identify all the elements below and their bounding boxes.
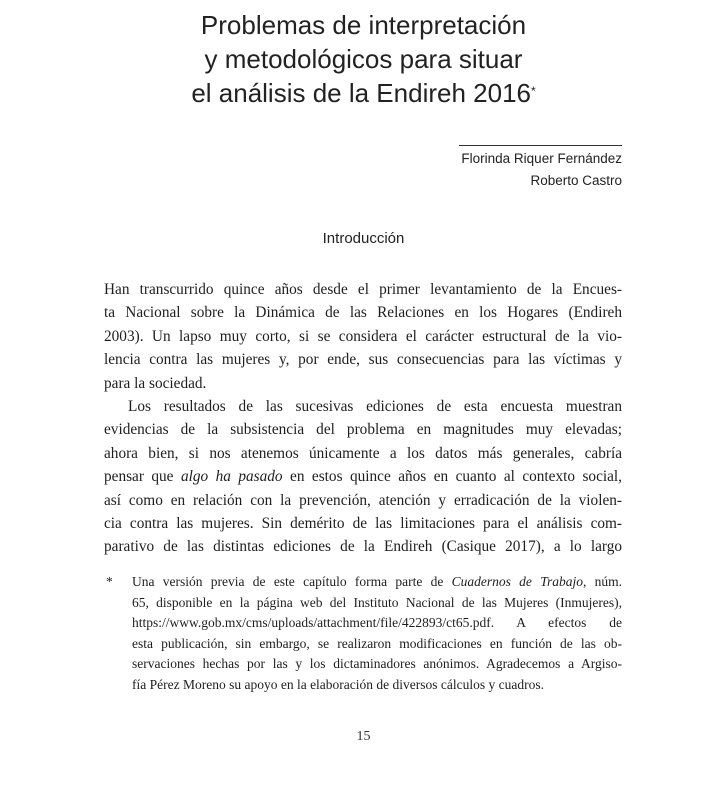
author-list — [400, 148, 622, 192]
text-run: pensar que — [104, 468, 181, 486]
paragraph-line: 2003). Un lapso muy corto, si se considera el carácter estructural de la vio- — [104, 327, 622, 345]
paragraph-line: cia contra las mujeres. Sin demérito de las limitaciones para el análisis com- — [104, 515, 622, 533]
paragraph-line: para la sociedad. — [104, 374, 207, 392]
paragraph-line: parativo de las distintas ediciones de la Endireh (Casique 2017), a lo largo — [104, 538, 622, 556]
title-line-with-marker — [0, 76, 727, 110]
body-text — [104, 278, 622, 559]
chapter-title — [0, 8, 727, 110]
paragraph-line: lencia contra las mujeres y, por ende, sus consecuencias para las víctimas y — [104, 351, 622, 369]
footnote-line — [132, 572, 622, 593]
title-line-text: el análisis de la Endireh 2016 — [191, 78, 531, 108]
paragraph-line: así como en relación con la prevención, atención y erradicación de la violen- — [104, 491, 622, 509]
paragraph-line: Los resultados de las sucesivas ediciones de esta encuesta muestran — [128, 398, 622, 416]
title-line: Problemas de interpretación — [200, 10, 527, 40]
footnote-marker: * — [106, 574, 113, 589]
footnote-line: fía Pérez Moreno su apoyo en la elaboración de diversos cálculos y cuadros. — [132, 676, 544, 692]
paragraph-line: evidencias de la subsistencia del problema en magnitudes muy elevadas; — [104, 421, 622, 439]
emphasis-text: algo ha pasado — [180, 468, 283, 486]
text-run: Una versión previa de este capítulo forma parte de — [132, 574, 452, 589]
page-number: 15 — [356, 729, 371, 744]
author-name: Roberto Castro — [530, 173, 622, 188]
section-heading: Introducción — [322, 230, 405, 247]
footnote-text — [132, 572, 622, 695]
journal-title: Cuadernos de Trabajo — [451, 574, 583, 589]
footnote-url-line[interactable]: https://www.gob.mx/cms/uploads/attachment/file/422893/ct65.pdf. A efectos de — [132, 615, 622, 630]
author-name: Florinda Riquer Fernández — [461, 151, 622, 166]
paragraph-line: ahora bien, si nos atenemos únicamente a los datos más generales, cabría — [104, 444, 622, 462]
paragraph-line: Han transcurrido quince años desde el primer levantamiento de la Encues- — [104, 281, 622, 298]
text-run: en estos quince años en cuanto al contexto social, — [282, 468, 622, 486]
text-run: , núm. — [582, 574, 622, 589]
title-footnote-marker[interactable]: * — [531, 84, 536, 98]
footnote-line: 65, disponible en la página web del Instituto Nacional de las Mujeres (Inmujeres), — [132, 594, 622, 610]
paragraph-line — [104, 465, 622, 488]
footnote-line: esta publicación, sin embargo, se realizaron modificaciones en función de las ob- — [132, 635, 622, 651]
title-line: y metodológicos para situar — [204, 44, 523, 74]
author-divider — [459, 145, 622, 146]
footnote-line: servaciones hechas por las y los dictaminadores anónimos. Agradecemos a Argiso- — [132, 656, 622, 671]
paragraph-line: ta Nacional sobre la Dinámica de las Relaciones en los Hogares (Endireh — [104, 304, 622, 322]
